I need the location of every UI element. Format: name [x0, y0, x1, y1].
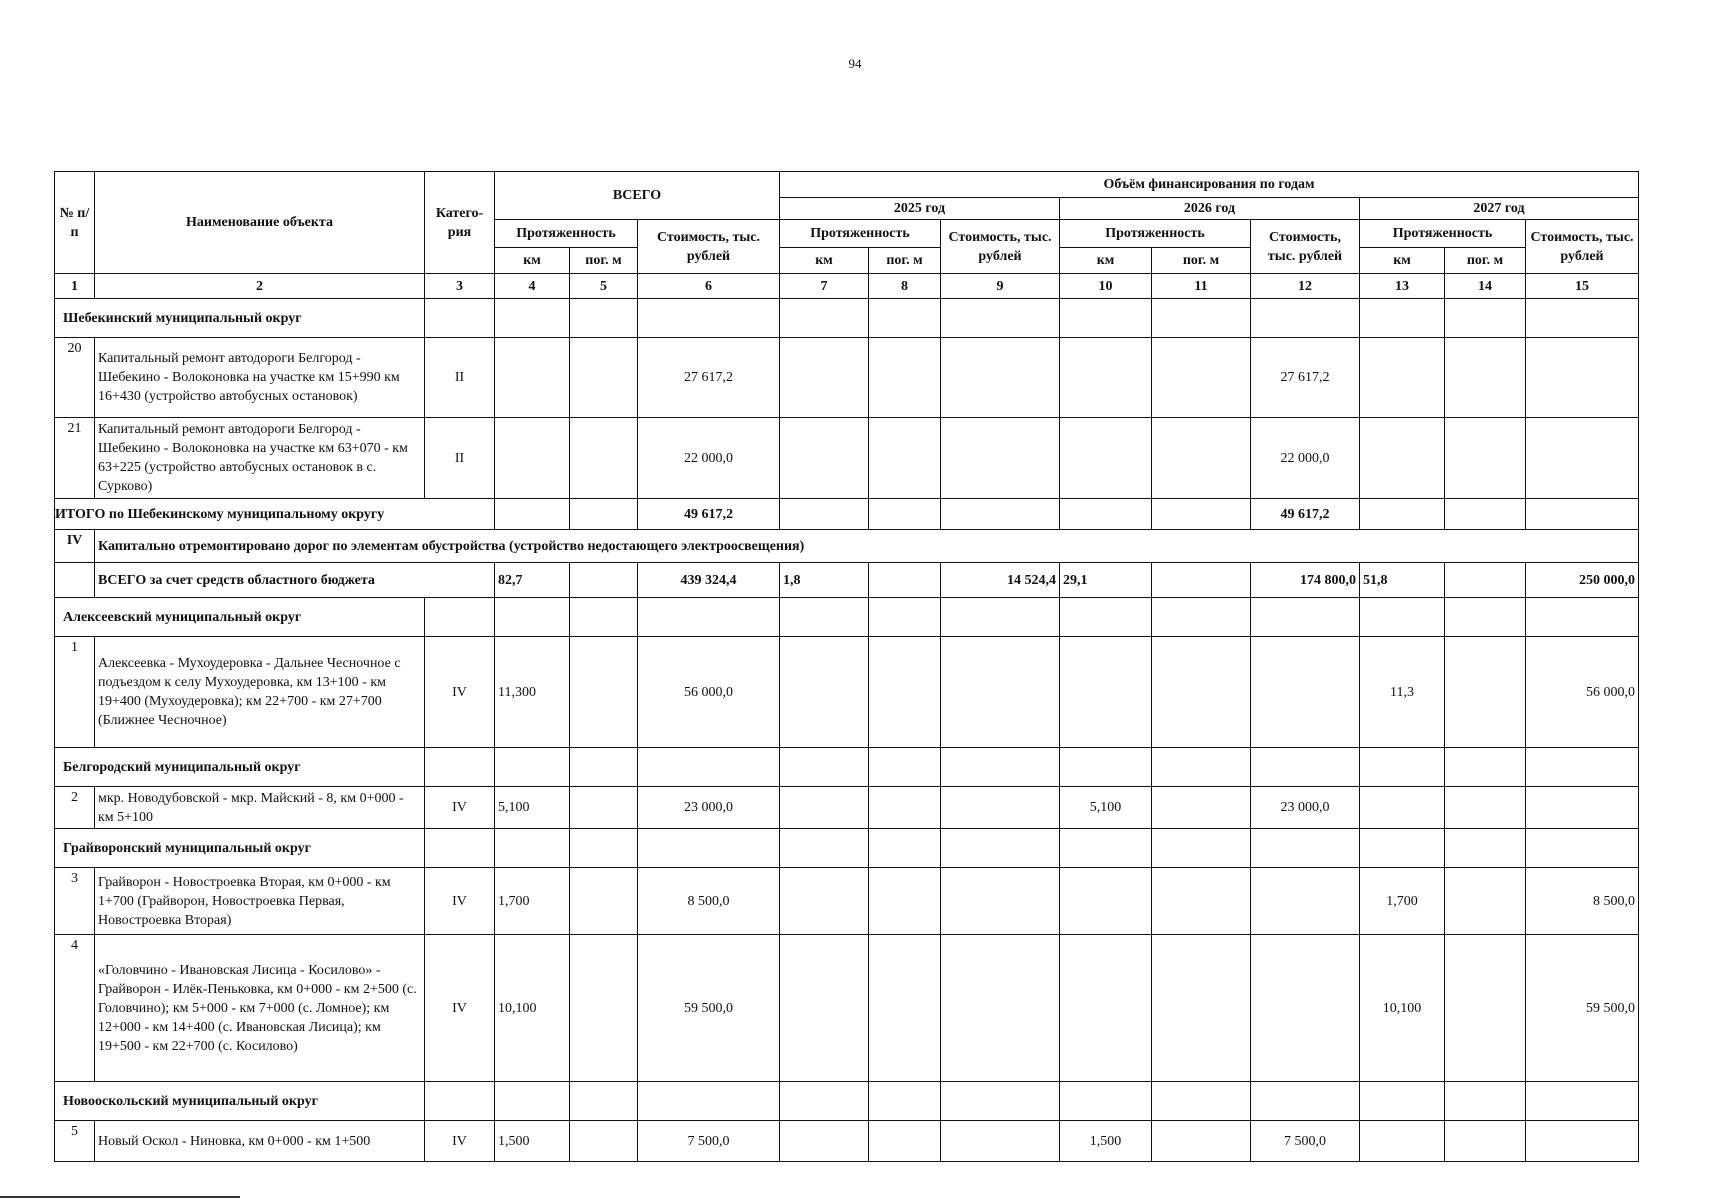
row-number: 20 [55, 338, 95, 418]
object-name: Грайворон - Новостроевка Вторая, км 0+000 - км 1+700 (Грайворон, Новостроевка Первая, Новостроевка Вторая) [95, 868, 425, 935]
object-name: Капитальный ремонт автодороги Белгород - Шебекино - Волоконовка на участке км 63+070 - км 63+225 (устройство автобусных остановок в с. Сурково) [95, 418, 425, 499]
cost-total: 439 324,4 [638, 563, 780, 598]
header-funding-by-year: Объём финансирования по годам [780, 172, 1639, 198]
category: IV [425, 637, 495, 748]
cost-total: 8 500,0 [638, 868, 780, 935]
header-cost-2027: Стоимость, тыс. рублей [1526, 220, 1639, 274]
col-number: 9 [941, 274, 1060, 299]
subtotal-label: ИТОГО по Шебекинскому муниципальному округу [55, 499, 495, 530]
section-number: IV [55, 530, 95, 563]
km-total: 10,100 [495, 935, 570, 1082]
cost-2026: 174 800,0 [1251, 563, 1360, 598]
header-km: км [780, 248, 869, 274]
cost-2026: 22 000,0 [1251, 418, 1360, 499]
km-2027: 10,100 [1360, 935, 1445, 1082]
category: II [425, 418, 495, 499]
section-title: Капитально отремонтировано дорог по элементам обустройства (устройство недостающего электроосвещения) [95, 530, 1639, 563]
district-row [55, 748, 1639, 787]
km-total: 1,500 [495, 1121, 570, 1162]
col-number: 3 [425, 274, 495, 299]
header-cost-2025: Стоимость, тыс. рублей [941, 220, 1060, 274]
cost-total: 49 617,2 [638, 499, 780, 530]
km-2027: 51,8 [1360, 563, 1445, 598]
cost-2026: 49 617,2 [1251, 499, 1360, 530]
district-name: Грайворонский муниципальный округ [55, 829, 425, 868]
cost-total: 56 000,0 [638, 637, 780, 748]
category: IV [425, 935, 495, 1082]
km-2027: 11,3 [1360, 637, 1445, 748]
district-name: Белгородский муниципальный округ [55, 748, 425, 787]
cost-2027: 56 000,0 [1526, 637, 1639, 748]
district-name: Новооскольский муниципальный округ [55, 1082, 425, 1121]
col-number: 15 [1526, 274, 1639, 299]
object-name: мкр. Новодубовской - мкр. Майский - 8, км 0+000 - км 5+100 [95, 787, 425, 829]
row-number: 2 [55, 787, 95, 829]
cost-2026: 7 500,0 [1251, 1121, 1360, 1162]
header-length-2027: Протяженность [1360, 220, 1526, 248]
funding-table [54, 171, 1639, 1162]
header-name: Наименование объекта [95, 172, 425, 274]
table-row [55, 418, 1639, 499]
header-cost-2026: Стоимость, тыс. рублей [1251, 220, 1360, 274]
district-row [55, 1082, 1639, 1121]
cost-total: 22 000,0 [638, 418, 780, 499]
cost-total: 23 000,0 [638, 787, 780, 829]
cost-2027: 8 500,0 [1526, 868, 1639, 935]
col-number: 7 [780, 274, 869, 299]
km-total: 1,700 [495, 868, 570, 935]
section-row [55, 530, 1639, 563]
header-km: км [1360, 248, 1445, 274]
km-2026: 1,500 [1060, 1121, 1152, 1162]
km-2027: 1,700 [1360, 868, 1445, 935]
header-length-total: Протяженность [495, 220, 638, 248]
table-row [55, 868, 1639, 935]
table-row [55, 338, 1639, 418]
category: II [425, 338, 495, 418]
district-row [55, 829, 1639, 868]
header-length-2026: Протяженность [1060, 220, 1251, 248]
cost-2026: 27 617,2 [1251, 338, 1360, 418]
district-name: Алексеевский муниципальный округ [55, 598, 425, 637]
col-number: 13 [1360, 274, 1445, 299]
subtotal-row [55, 499, 1639, 530]
table-row [55, 787, 1639, 829]
cost-total: 27 617,2 [638, 338, 780, 418]
category: IV [425, 868, 495, 935]
object-name: «Головчино - Ивановская Лисица - Косилово» - Грайворон - Илёк-Пеньковка, км 0+000 - км 2+500 (с. Головчино); км 5+000 - км 7+000 (с. Ломное); км 12+000 - км 14+400 (с. Ивановская Лисица); км 19+500 - км 22+700 (с. Косилово) [95, 935, 425, 1082]
district-row [55, 598, 1639, 637]
grand-total-label: ВСЕГО за счет средств областного бюджета [95, 563, 495, 598]
cost-total: 7 500,0 [638, 1121, 780, 1162]
col-number: 1 [55, 274, 95, 299]
header-pog-m: пог. м [1152, 248, 1251, 274]
col-number: 6 [638, 274, 780, 299]
row-number: 21 [55, 418, 95, 499]
header-km: км [1060, 248, 1152, 274]
cost-total: 59 500,0 [638, 935, 780, 1082]
district-name: Шебекинский муниципальный округ [55, 299, 425, 338]
page-number: 94 [848, 56, 862, 71]
district-row [55, 299, 1639, 338]
col-number: 5 [570, 274, 638, 299]
col-number: 14 [1445, 274, 1526, 299]
cost-2025: 14 524,4 [941, 563, 1060, 598]
col-number: 2 [95, 274, 425, 299]
header-year-2025: 2025 год [780, 198, 1060, 220]
category: IV [425, 1121, 495, 1162]
km-total: 5,100 [495, 787, 570, 829]
object-name: Новый Оскол - Ниновка, км 0+000 - км 1+500 [95, 1121, 425, 1162]
header-pog-m: пог. м [570, 248, 638, 274]
col-number: 4 [495, 274, 570, 299]
header-category: Катего-рия [425, 172, 495, 274]
page-edge-line [0, 1196, 240, 1198]
header-pog-m: пог. м [869, 248, 941, 274]
km-2026: 5,100 [1060, 787, 1152, 829]
km-2026: 29,1 [1060, 563, 1152, 598]
km-2025: 1,8 [780, 563, 869, 598]
category: IV [425, 787, 495, 829]
object-name: Алексеевка - Мухоудеровка - Дальнее Чесночное с подъездом к селу Мухоудеровка, км 13+100 - км 19+400 (Мухоудеровка); км 22+700 - км 27+700 (Ближнее Чесночное) [95, 637, 425, 748]
col-number: 10 [1060, 274, 1152, 299]
cost-2026: 23 000,0 [1251, 787, 1360, 829]
km-total: 82,7 [495, 563, 570, 598]
table-row [55, 1121, 1639, 1162]
object-name: Капитальный ремонт автодороги Белгород - Шебекино - Волоконовка на участке км 15+990 км 16+430 (устройство автобусных остановок) [95, 338, 425, 418]
row-number: 1 [55, 637, 95, 748]
row-number: 3 [55, 868, 95, 935]
cost-2027: 250 000,0 [1526, 563, 1639, 598]
col-number: 12 [1251, 274, 1360, 299]
row-number: 4 [55, 935, 95, 1082]
col-number: 8 [869, 274, 941, 299]
header-km: км [495, 248, 570, 274]
header-year-2027: 2027 год [1360, 198, 1639, 220]
col-number: 11 [1152, 274, 1251, 299]
row-number: 5 [55, 1121, 95, 1162]
table-row [55, 935, 1639, 1082]
header-length-2025: Протяженность [780, 220, 941, 248]
cost-2027: 59 500,0 [1526, 935, 1639, 1082]
table-row [55, 637, 1639, 748]
header-pog-m: пог. м [1445, 248, 1526, 274]
header-year-2026: 2026 год [1060, 198, 1360, 220]
header-cost-total: Стоимость, тыс. рублей [638, 220, 780, 274]
grand-total-row [55, 563, 1639, 598]
header-no: № п/п [55, 172, 95, 274]
km-total: 11,300 [495, 637, 570, 748]
header-total: ВСЕГО [495, 172, 780, 220]
